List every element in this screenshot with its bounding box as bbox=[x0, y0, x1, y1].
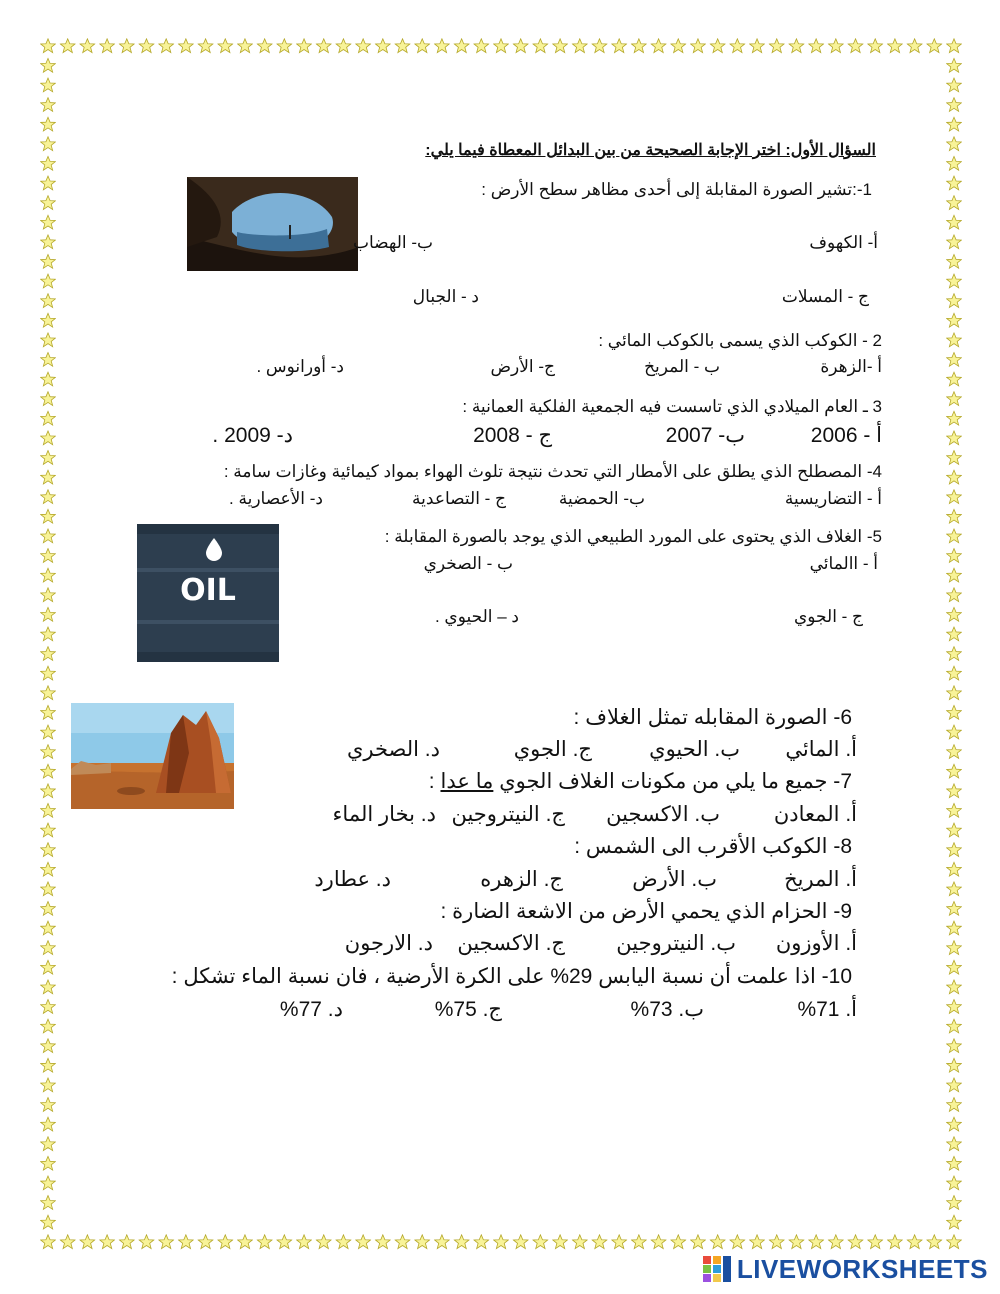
border-star-icon bbox=[947, 882, 962, 896]
q5-option-d[interactable]: د – الحيوي . bbox=[434, 607, 519, 626]
q1-option-b[interactable]: ب- الهضاب bbox=[352, 233, 433, 252]
border-star-icon bbox=[277, 39, 292, 53]
border-star-icon bbox=[513, 1235, 528, 1249]
border-star-icon bbox=[947, 470, 962, 484]
border-star-icon bbox=[41, 725, 56, 739]
q3-option-c[interactable]: ج - 2008 bbox=[473, 424, 552, 447]
q2-option-d[interactable]: د- أورانوس . bbox=[256, 357, 344, 376]
q1-option-a[interactable]: أ- الكهوف bbox=[809, 233, 878, 252]
q2-option-a[interactable]: أ -الزهرة bbox=[820, 357, 882, 376]
border-star-icon bbox=[41, 1137, 56, 1151]
border-star-icon bbox=[947, 509, 962, 523]
border-star-icon bbox=[947, 274, 962, 288]
border-star-icon bbox=[592, 39, 607, 53]
border-star-icon bbox=[41, 960, 56, 974]
border-star-icon bbox=[947, 529, 962, 543]
border-star-icon bbox=[297, 1235, 312, 1249]
border-star-icon bbox=[41, 117, 56, 131]
border-star-icon bbox=[947, 941, 962, 955]
border-star-icon bbox=[238, 1235, 253, 1249]
border-star-icon bbox=[41, 353, 56, 367]
border-star-icon bbox=[41, 137, 56, 151]
border-star-icon bbox=[41, 1215, 56, 1229]
border-star-icon bbox=[947, 1098, 962, 1112]
border-star-icon bbox=[612, 39, 627, 53]
border-star-icon bbox=[316, 39, 331, 53]
q2-stem: 2 - الكوكب الذي يسمى بالكوكب المائي : bbox=[598, 331, 882, 350]
q8-stem: 8- الكوكب الأقرب الى الشمس : bbox=[574, 835, 852, 858]
border-star-icon bbox=[41, 254, 56, 268]
border-star-icon bbox=[257, 39, 272, 53]
q10-option-b[interactable]: ب. 73% bbox=[630, 998, 704, 1021]
border-star-icon bbox=[41, 1235, 56, 1249]
border-star-icon bbox=[60, 39, 75, 53]
border-star-icon bbox=[947, 1215, 962, 1229]
border-star-icon bbox=[868, 39, 883, 53]
border-star-icon bbox=[651, 39, 666, 53]
q5-stem: 5- الغلاف الذي يحتوى على المورد الطبيعي الذي يوجد بالصورة المقابلة : bbox=[384, 527, 882, 546]
border-star-icon bbox=[395, 1235, 410, 1249]
border-star-icon bbox=[41, 549, 56, 563]
border-star-icon bbox=[41, 862, 56, 876]
border-star-icon bbox=[198, 39, 213, 53]
q10-option-d[interactable]: د. 77% bbox=[279, 998, 343, 1021]
border-star-icon bbox=[454, 39, 469, 53]
border-star-icon bbox=[41, 1156, 56, 1170]
border-star-icon bbox=[809, 39, 824, 53]
border-star-icon bbox=[947, 196, 962, 210]
border-star-icon bbox=[80, 1235, 95, 1249]
border-star-icon bbox=[947, 78, 962, 92]
border-star-icon bbox=[651, 1235, 666, 1249]
border-star-icon bbox=[297, 39, 312, 53]
q7-option-d[interactable]: د. بخار الماء bbox=[332, 803, 436, 826]
border-star-icon bbox=[41, 333, 56, 347]
q9-option-a[interactable]: أ. الأوزون bbox=[775, 932, 857, 955]
brand-name: LIVEWORKSHEETS bbox=[736, 1253, 988, 1284]
border-star-icon bbox=[947, 843, 962, 857]
border-star-icon bbox=[947, 1117, 962, 1131]
border-star-icon bbox=[710, 1235, 725, 1249]
border-star-icon bbox=[257, 1235, 272, 1249]
border-star-icon bbox=[435, 39, 450, 53]
border-star-icon bbox=[947, 392, 962, 406]
border-star-icon bbox=[41, 647, 56, 661]
border-star-icon bbox=[671, 39, 686, 53]
border-star-icon bbox=[947, 490, 962, 504]
border-star-icon bbox=[789, 1235, 804, 1249]
border-star-icon bbox=[41, 156, 56, 170]
oil-barrel-image bbox=[137, 524, 279, 662]
border-star-icon bbox=[927, 39, 942, 53]
border-star-icon bbox=[41, 1098, 56, 1112]
border-star-icon bbox=[533, 1235, 548, 1249]
desert-mountain-image bbox=[71, 703, 234, 809]
border-star-icon bbox=[60, 1235, 75, 1249]
q3-option-a[interactable]: أ - 2006 bbox=[810, 424, 882, 447]
border-star-icon bbox=[947, 39, 962, 53]
border-star-icon bbox=[41, 411, 56, 425]
border-star-icon bbox=[41, 235, 56, 249]
border-star-icon bbox=[41, 901, 56, 915]
border-star-icon bbox=[947, 627, 962, 641]
logo-blocks-icon bbox=[703, 1256, 731, 1282]
border-star-icon bbox=[632, 39, 647, 53]
border-star-icon bbox=[947, 647, 962, 661]
border-star-icon bbox=[927, 1235, 942, 1249]
q6-option-a[interactable]: أ. المائي bbox=[785, 738, 857, 761]
border-star-icon bbox=[947, 1235, 962, 1249]
border-star-icon bbox=[947, 921, 962, 935]
q8-option-a[interactable]: أ. المريخ bbox=[784, 868, 857, 891]
border-star-icon bbox=[41, 1196, 56, 1210]
q5-option-b[interactable]: ب - الصخري bbox=[423, 554, 513, 573]
question-header: السؤال الأول: اختر الإجابة الصحيحة من بين البدائل المعطاة فيما يلي: bbox=[425, 142, 876, 159]
q7-option-c[interactable]: ج. النيتروجين bbox=[451, 803, 565, 826]
q9-option-d[interactable]: د. الارجون bbox=[344, 932, 433, 955]
border-star-icon bbox=[947, 137, 962, 151]
border-star-icon bbox=[730, 1235, 745, 1249]
q4-option-c[interactable]: ج - التصاعدية bbox=[412, 489, 506, 508]
border-star-icon bbox=[947, 1078, 962, 1092]
q4-stem: 4- المصطلح الذي يطلق على الأمطار التي تحدث نتيجة تلوث الهواء بمواد كيمائية وغازات سامة : bbox=[223, 462, 882, 481]
q9-option-b[interactable]: ب. النيتروجين bbox=[616, 932, 736, 955]
border-star-icon bbox=[41, 274, 56, 288]
border-star-icon bbox=[375, 1235, 390, 1249]
q9-stem: 9- الحزام الذي يحمي الأرض من الاشعة الضارة : bbox=[440, 900, 852, 923]
border-star-icon bbox=[947, 1058, 962, 1072]
border-star-icon bbox=[907, 39, 922, 53]
q7-option-b[interactable]: ب. الاكسجين bbox=[606, 803, 720, 826]
border-star-icon bbox=[41, 1176, 56, 1190]
border-star-icon bbox=[41, 529, 56, 543]
border-star-icon bbox=[947, 156, 962, 170]
border-star-icon bbox=[612, 1235, 627, 1249]
q1-option-d[interactable]: د - الجبال bbox=[412, 287, 479, 306]
border-star-icon bbox=[848, 1235, 863, 1249]
border-star-icon bbox=[41, 705, 56, 719]
border-star-icon bbox=[277, 1235, 292, 1249]
border-star-icon bbox=[41, 843, 56, 857]
border-star-icon bbox=[454, 1235, 469, 1249]
border-star-icon bbox=[947, 960, 962, 974]
border-star-icon bbox=[947, 705, 962, 719]
border-star-icon bbox=[553, 1235, 568, 1249]
border-star-icon bbox=[947, 431, 962, 445]
border-star-icon bbox=[41, 451, 56, 465]
border-star-icon bbox=[41, 39, 56, 53]
border-star-icon bbox=[41, 1019, 56, 1033]
border-star-icon bbox=[828, 1235, 843, 1249]
border-star-icon bbox=[100, 1235, 115, 1249]
q9-option-c[interactable]: ج. الاكسجين bbox=[457, 932, 565, 955]
q3-stem: 3 ـ العام الميلادي الذي تاسست فيه الجمعية الفلكية العمانية : bbox=[462, 397, 882, 416]
border-star-icon bbox=[888, 1235, 903, 1249]
border-star-icon bbox=[572, 39, 587, 53]
q2-option-c[interactable]: ج- الأرض bbox=[490, 357, 555, 376]
border-star-icon bbox=[316, 1235, 331, 1249]
border-star-icon bbox=[947, 1196, 962, 1210]
border-star-icon bbox=[947, 568, 962, 582]
border-star-icon bbox=[907, 1235, 922, 1249]
q1-stem: 1-:تشير الصورة المقابلة إلى أحدى مظاهر سطح الأرض : bbox=[481, 180, 872, 199]
border-star-icon bbox=[336, 39, 351, 53]
border-star-icon bbox=[533, 39, 548, 53]
border-star-icon bbox=[356, 39, 371, 53]
border-star-icon bbox=[41, 294, 56, 308]
border-star-icon bbox=[238, 39, 253, 53]
q4-option-b[interactable]: ب- الحمضية bbox=[558, 489, 645, 508]
border-star-icon bbox=[41, 372, 56, 386]
border-star-icon bbox=[947, 215, 962, 229]
q3-option-d[interactable]: د- 2009 . bbox=[212, 424, 293, 447]
border-star-icon bbox=[41, 627, 56, 641]
border-star-icon bbox=[41, 1058, 56, 1072]
q8-option-b[interactable]: ب. الأرض bbox=[632, 868, 717, 891]
border-star-icon bbox=[474, 1235, 489, 1249]
border-star-icon bbox=[947, 588, 962, 602]
q7-option-a[interactable]: أ. المعادن bbox=[773, 803, 857, 826]
q2-option-b[interactable]: ب - المريخ bbox=[644, 357, 720, 376]
border-star-icon bbox=[947, 1000, 962, 1014]
border-star-icon bbox=[41, 607, 56, 621]
liveworksheets-logo[interactable] bbox=[703, 1254, 988, 1284]
border-star-icon bbox=[139, 39, 154, 53]
q6-stem: 6- الصورة المقابله تمثل الغلاف : bbox=[573, 706, 852, 729]
border-star-icon bbox=[415, 1235, 430, 1249]
border-star-icon bbox=[809, 1235, 824, 1249]
border-star-icon bbox=[41, 78, 56, 92]
border-star-icon bbox=[100, 39, 115, 53]
border-star-icon bbox=[947, 313, 962, 327]
border-star-icon bbox=[159, 1235, 174, 1249]
border-star-icon bbox=[474, 39, 489, 53]
border-star-icon bbox=[41, 568, 56, 582]
border-star-icon bbox=[947, 333, 962, 347]
border-star-icon bbox=[632, 1235, 647, 1249]
border-star-icon bbox=[947, 862, 962, 876]
border-star-icon bbox=[494, 39, 509, 53]
border-star-icon bbox=[947, 549, 962, 563]
border-star-icon bbox=[179, 39, 194, 53]
q3-option-b[interactable]: ب- 2007 bbox=[665, 424, 745, 447]
border-star-icon bbox=[119, 1235, 134, 1249]
border-star-icon bbox=[41, 1117, 56, 1131]
border-star-icon bbox=[947, 686, 962, 700]
border-star-icon bbox=[198, 1235, 213, 1249]
border-star-icon bbox=[513, 39, 528, 53]
q4-option-a[interactable]: أ - التضاريسية bbox=[784, 489, 882, 508]
border-star-icon bbox=[947, 1137, 962, 1151]
border-star-icon bbox=[769, 1235, 784, 1249]
border-star-icon bbox=[947, 58, 962, 72]
border-star-icon bbox=[41, 1000, 56, 1014]
border-star-icon bbox=[691, 1235, 706, 1249]
border-star-icon bbox=[947, 784, 962, 798]
q8-option-d[interactable]: د. عطارد bbox=[314, 868, 391, 891]
border-star-icon bbox=[947, 980, 962, 994]
border-star-icon bbox=[41, 509, 56, 523]
q6-option-c[interactable]: ج. الجوي bbox=[513, 738, 592, 761]
border-star-icon bbox=[947, 117, 962, 131]
border-star-icon bbox=[41, 490, 56, 504]
q1-option-c[interactable]: ج - المسلات bbox=[781, 287, 869, 306]
border-star-icon bbox=[139, 1235, 154, 1249]
border-star-icon bbox=[41, 882, 56, 896]
border-star-icon bbox=[218, 39, 233, 53]
border-star-icon bbox=[80, 39, 95, 53]
border-star-icon bbox=[415, 39, 430, 53]
border-star-icon bbox=[41, 1078, 56, 1092]
border-star-icon bbox=[41, 176, 56, 190]
border-star-icon bbox=[947, 353, 962, 367]
border-star-icon bbox=[947, 176, 962, 190]
border-star-icon bbox=[750, 39, 765, 53]
q6-option-b[interactable]: ب. الحيوي bbox=[649, 738, 740, 761]
border-star-icon bbox=[494, 1235, 509, 1249]
q4-option-d[interactable]: د- الأعصارية . bbox=[229, 489, 323, 508]
q7-stem: 7- جميع ما يلي من مكونات الغلاف الجوي ما عدا : bbox=[428, 770, 852, 793]
border-star-icon bbox=[710, 39, 725, 53]
border-star-icon bbox=[119, 39, 134, 53]
q7-except-underlined: ما عدا bbox=[440, 770, 494, 793]
border-star-icon bbox=[218, 1235, 233, 1249]
q5-option-a[interactable]: أ - االمائي bbox=[809, 554, 878, 573]
border-star-icon bbox=[336, 1235, 351, 1249]
border-star-icon bbox=[41, 588, 56, 602]
q10-option-c[interactable]: ج. 75% bbox=[434, 998, 502, 1021]
border-star-icon bbox=[41, 686, 56, 700]
border-star-icon bbox=[41, 921, 56, 935]
border-star-icon bbox=[888, 39, 903, 53]
border-star-icon bbox=[41, 784, 56, 798]
border-star-icon bbox=[868, 1235, 883, 1249]
border-star-icon bbox=[828, 39, 843, 53]
border-star-icon bbox=[41, 392, 56, 406]
q6-option-d[interactable]: د. الصخري bbox=[346, 738, 440, 761]
border-star-icon bbox=[947, 823, 962, 837]
border-star-icon bbox=[947, 607, 962, 621]
border-star-icon bbox=[750, 1235, 765, 1249]
border-star-icon bbox=[947, 411, 962, 425]
border-star-icon bbox=[947, 666, 962, 680]
q5-option-c[interactable]: ج - الجوي bbox=[793, 607, 863, 626]
border-star-icon bbox=[159, 39, 174, 53]
border-star-icon bbox=[395, 39, 410, 53]
border-star-icon bbox=[947, 1156, 962, 1170]
border-star-icon bbox=[41, 803, 56, 817]
border-star-icon bbox=[947, 294, 962, 308]
border-star-icon bbox=[572, 1235, 587, 1249]
border-star-icon bbox=[41, 666, 56, 680]
border-star-icon bbox=[41, 98, 56, 112]
border-star-icon bbox=[947, 725, 962, 739]
border-star-icon bbox=[947, 254, 962, 268]
q10-stem: 10- اذا علمت أن نسبة اليابس 29% على الكرة الأرضية ، فان نسبة الماء تشكل : bbox=[171, 965, 852, 988]
border-star-icon bbox=[356, 1235, 371, 1249]
border-star-icon bbox=[848, 39, 863, 53]
q10-option-a[interactable]: أ. 71% bbox=[797, 998, 857, 1021]
border-star-icon bbox=[947, 764, 962, 778]
border-star-icon bbox=[947, 98, 962, 112]
border-star-icon bbox=[947, 901, 962, 915]
border-star-icon bbox=[789, 39, 804, 53]
border-star-icon bbox=[947, 372, 962, 386]
border-star-icon bbox=[41, 215, 56, 229]
border-star-icon bbox=[41, 313, 56, 327]
border-star-icon bbox=[592, 1235, 607, 1249]
border-star-icon bbox=[691, 39, 706, 53]
border-star-icon bbox=[179, 1235, 194, 1249]
border-star-icon bbox=[41, 1039, 56, 1053]
border-star-icon bbox=[947, 1039, 962, 1053]
border-star-icon bbox=[730, 39, 745, 53]
oil-label: OIL bbox=[180, 573, 236, 608]
cave-image bbox=[187, 177, 358, 271]
border-star-icon bbox=[671, 1235, 686, 1249]
border-star-icon bbox=[41, 745, 56, 759]
border-star-icon bbox=[947, 745, 962, 759]
border-star-icon bbox=[41, 431, 56, 445]
q8-option-c[interactable]: ج. الزهره bbox=[480, 868, 563, 891]
border-star-icon bbox=[375, 39, 390, 53]
border-star-icon bbox=[41, 980, 56, 994]
border-star-icon bbox=[41, 764, 56, 778]
border-star-icon bbox=[947, 235, 962, 249]
border-star-icon bbox=[435, 1235, 450, 1249]
border-star-icon bbox=[947, 1019, 962, 1033]
border-star-icon bbox=[41, 941, 56, 955]
border-star-icon bbox=[41, 196, 56, 210]
border-star-icon bbox=[41, 470, 56, 484]
border-star-icon bbox=[553, 39, 568, 53]
border-star-icon bbox=[947, 451, 962, 465]
border-star-icon bbox=[769, 39, 784, 53]
border-star-icon bbox=[41, 58, 56, 72]
border-star-icon bbox=[947, 803, 962, 817]
border-star-icon bbox=[947, 1176, 962, 1190]
border-star-icon bbox=[41, 823, 56, 837]
